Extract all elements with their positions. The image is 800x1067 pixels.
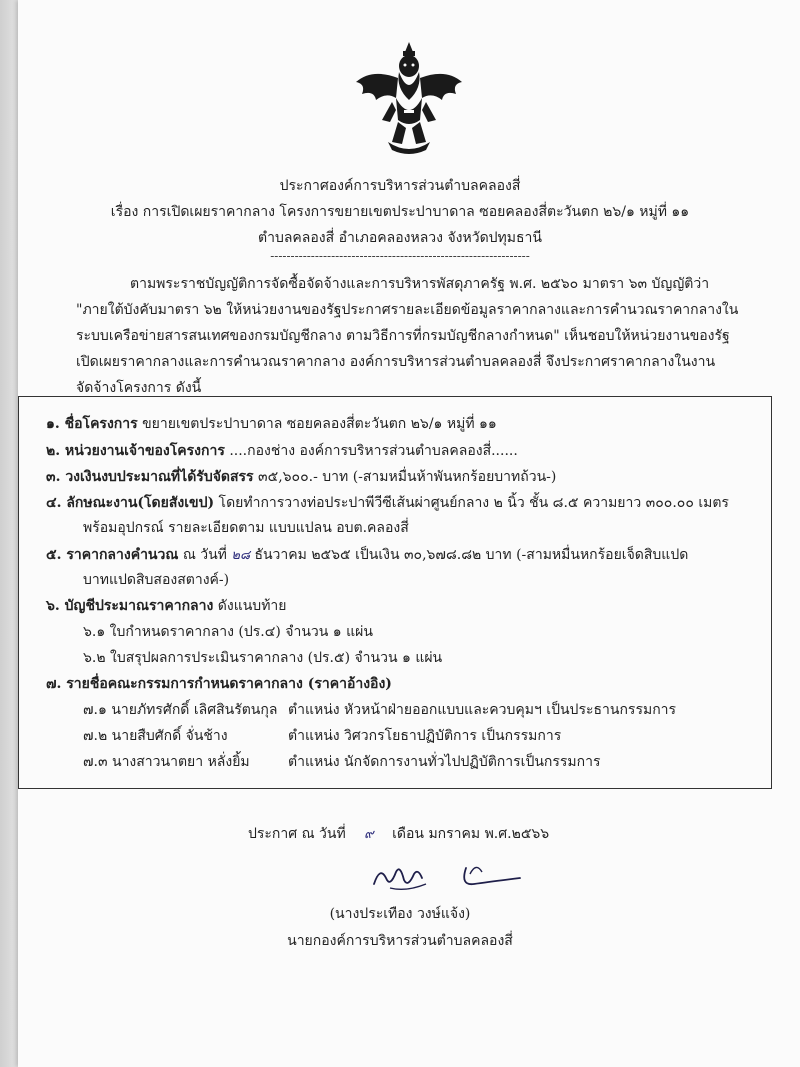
document-subject: เรื่อง การเปิดเผยราคากลาง โครงการขยายเขตประปาบาดาล ซอยคลองสี่ตะวันตก ๒๖/๑ หมู่ที่ ๑๑ xyxy=(110,204,690,220)
item-6-1: ๖.๑ ใบกำหนดราคากลาง (ปร.๔) จำนวน ๑ แผ่น xyxy=(83,624,373,640)
committee-name-1: ๗.๑ นายภัทรศักดิ์ เลิศสินรัตนกุล xyxy=(83,702,278,718)
handwritten-signature xyxy=(370,858,530,898)
signer-name: (นางประเทือง วงษ์แจ้ง) xyxy=(329,906,471,922)
announce-handwritten-day: ๙ xyxy=(364,827,374,842)
item-6-value: ดังแนบท้าย xyxy=(217,598,287,614)
announce-prefix: ประกาศ ณ วันที่ xyxy=(248,826,346,842)
item-4-label: ๔. ลักษณะงาน(โดยสังเขป) xyxy=(46,495,215,511)
divider-line: ---------------------------------------------------------------- xyxy=(270,249,530,263)
committee-name-2: ๗.๒ นายสืบศักดิ์ จั่นช้าง xyxy=(83,728,228,744)
item-5-value: ธันวาคม ๒๕๖๕ เป็นเงิน ๓๐,๖๗๘.๘๒ บาท (-สามหมื่นหกร้อยเจ็ดสิบแปด xyxy=(254,547,689,563)
item-2-value: ....กองช่าง องค์การบริหารส่วนตำบลคลองสี่...... xyxy=(229,443,518,459)
item-1-value: ขยายเขตประปาบาดาล ซอยคลองสี่ตะวันตก ๒๖/๑ หมู่ที่ ๑๑ xyxy=(142,416,497,432)
item-3-value: ๓๕,๖๐๐.- บาท (-สามหมื่นห้าพันหกร้อยบาทถ้วน-) xyxy=(258,469,557,485)
committee-name-3: ๗.๓ นางสาวนาตยา หลั่งยิ้ม xyxy=(83,754,250,770)
item-budget xyxy=(46,466,556,488)
committee-position-2: ตำแหน่ง วิศวกรโยธาปฏิบัติการ เป็นกรรมการ xyxy=(288,728,562,744)
item-project-name xyxy=(46,413,497,435)
committee-position-3: ตำแหน่ง นักจัดการงานทั่วไปปฏิบัติการเป็นกรรมการ xyxy=(288,754,601,770)
announce-month-year: เดือน มกราคม พ.ศ.๒๕๖๖ xyxy=(392,826,550,842)
item-median-price xyxy=(46,544,688,566)
garuda-emblem-icon xyxy=(352,38,467,158)
document-title: ประกาศองค์การบริหารส่วนตำบลคลองสี่ xyxy=(279,178,521,194)
item-work-description xyxy=(46,492,729,514)
item-3-label: ๓. วงเงินงบประมาณที่ได้รับจัดสรร xyxy=(46,469,254,485)
item-1-label: ๑. ชื่อโครงการ xyxy=(46,416,138,432)
intro-line-1: ตามพระราชบัญญัติการจัดซื้อจัดจ้างและการบริหารพัสดุภาครัฐ พ.ศ. ๒๕๖๐ มาตรา ๖๓ บัญญัติว่า xyxy=(130,276,710,292)
signer-position: นายกองค์การบริหารส่วนตำบลคลองสี่ xyxy=(287,933,513,949)
announcement-date xyxy=(248,823,549,845)
item-4-value: โดยทำการวางท่อประปาพีวีซีเส้นผ่าศูนย์กลาง ๒ นิ้ว ชั้น ๘.๕ ความยาว ๓๐๐.๐๐ เมตร xyxy=(218,495,729,511)
item-price-list xyxy=(46,595,286,617)
committee-position-1: ตำแหน่ง หัวหน้าฝ่ายออกแบบและควบคุมฯ เป็นประธานกรรมการ xyxy=(288,702,677,718)
item-5-value-line-2: บาทแปดสิบสองสตางค์-) xyxy=(83,572,230,588)
item-agency xyxy=(46,440,518,462)
intro-line-2: "ภายใต้บังคับมาตรา ๖๒ ให้หน่วยงานของรัฐประกาศรายละเอียดข้อมูลราคากลางและการคำนวณราคากลางใน xyxy=(76,302,739,318)
item-4-value-line-2: พร้อมอุปกรณ์ รายละเอียดตาม แบบแปลน อบต.คลองสี่ xyxy=(83,520,409,536)
item-7-label: ๗. รายชื่อคณะกรรมการกำหนดราคากลาง (ราคาอ้างอิง) xyxy=(46,676,392,692)
item-5-label: ๕. ราคากลางคำนวณ xyxy=(46,547,179,563)
item-6-label: ๖. บัญชีประมาณราคากลาง xyxy=(46,598,214,614)
intro-line-4: เปิดเผยราคากลางและการคำนวณราคากลาง องค์การบริหารส่วนตำบลคลองสี่ จึงประกาศราคากลางในงาน xyxy=(76,354,716,370)
item-6-2: ๖.๒ ใบสรุปผลการประเมินราคากลาง (ปร.๕) จำนวน ๑ แผ่น xyxy=(83,650,443,666)
item-5-date-prefix: ณ วันที่ xyxy=(182,547,227,563)
item-2-label: ๒. หน่วยงานเจ้าของโครงการ xyxy=(46,443,225,459)
item-5-handwritten-day: ๒๘ xyxy=(231,548,250,563)
document-location: ตำบลคลองสี่ อำเภอคลองหลวง จังหวัดปทุมธานี xyxy=(258,230,542,246)
intro-line-5: จัดจ้างโครงการ ดังนี้ xyxy=(76,380,202,396)
intro-line-3: ระบบเครือข่ายสารสนเทศของกรมบัญชีกลาง ตามวิธีการที่กรมบัญชีกลางกำหนด" เห็นชอบให้หน่วยงานของรัฐ xyxy=(76,328,730,344)
